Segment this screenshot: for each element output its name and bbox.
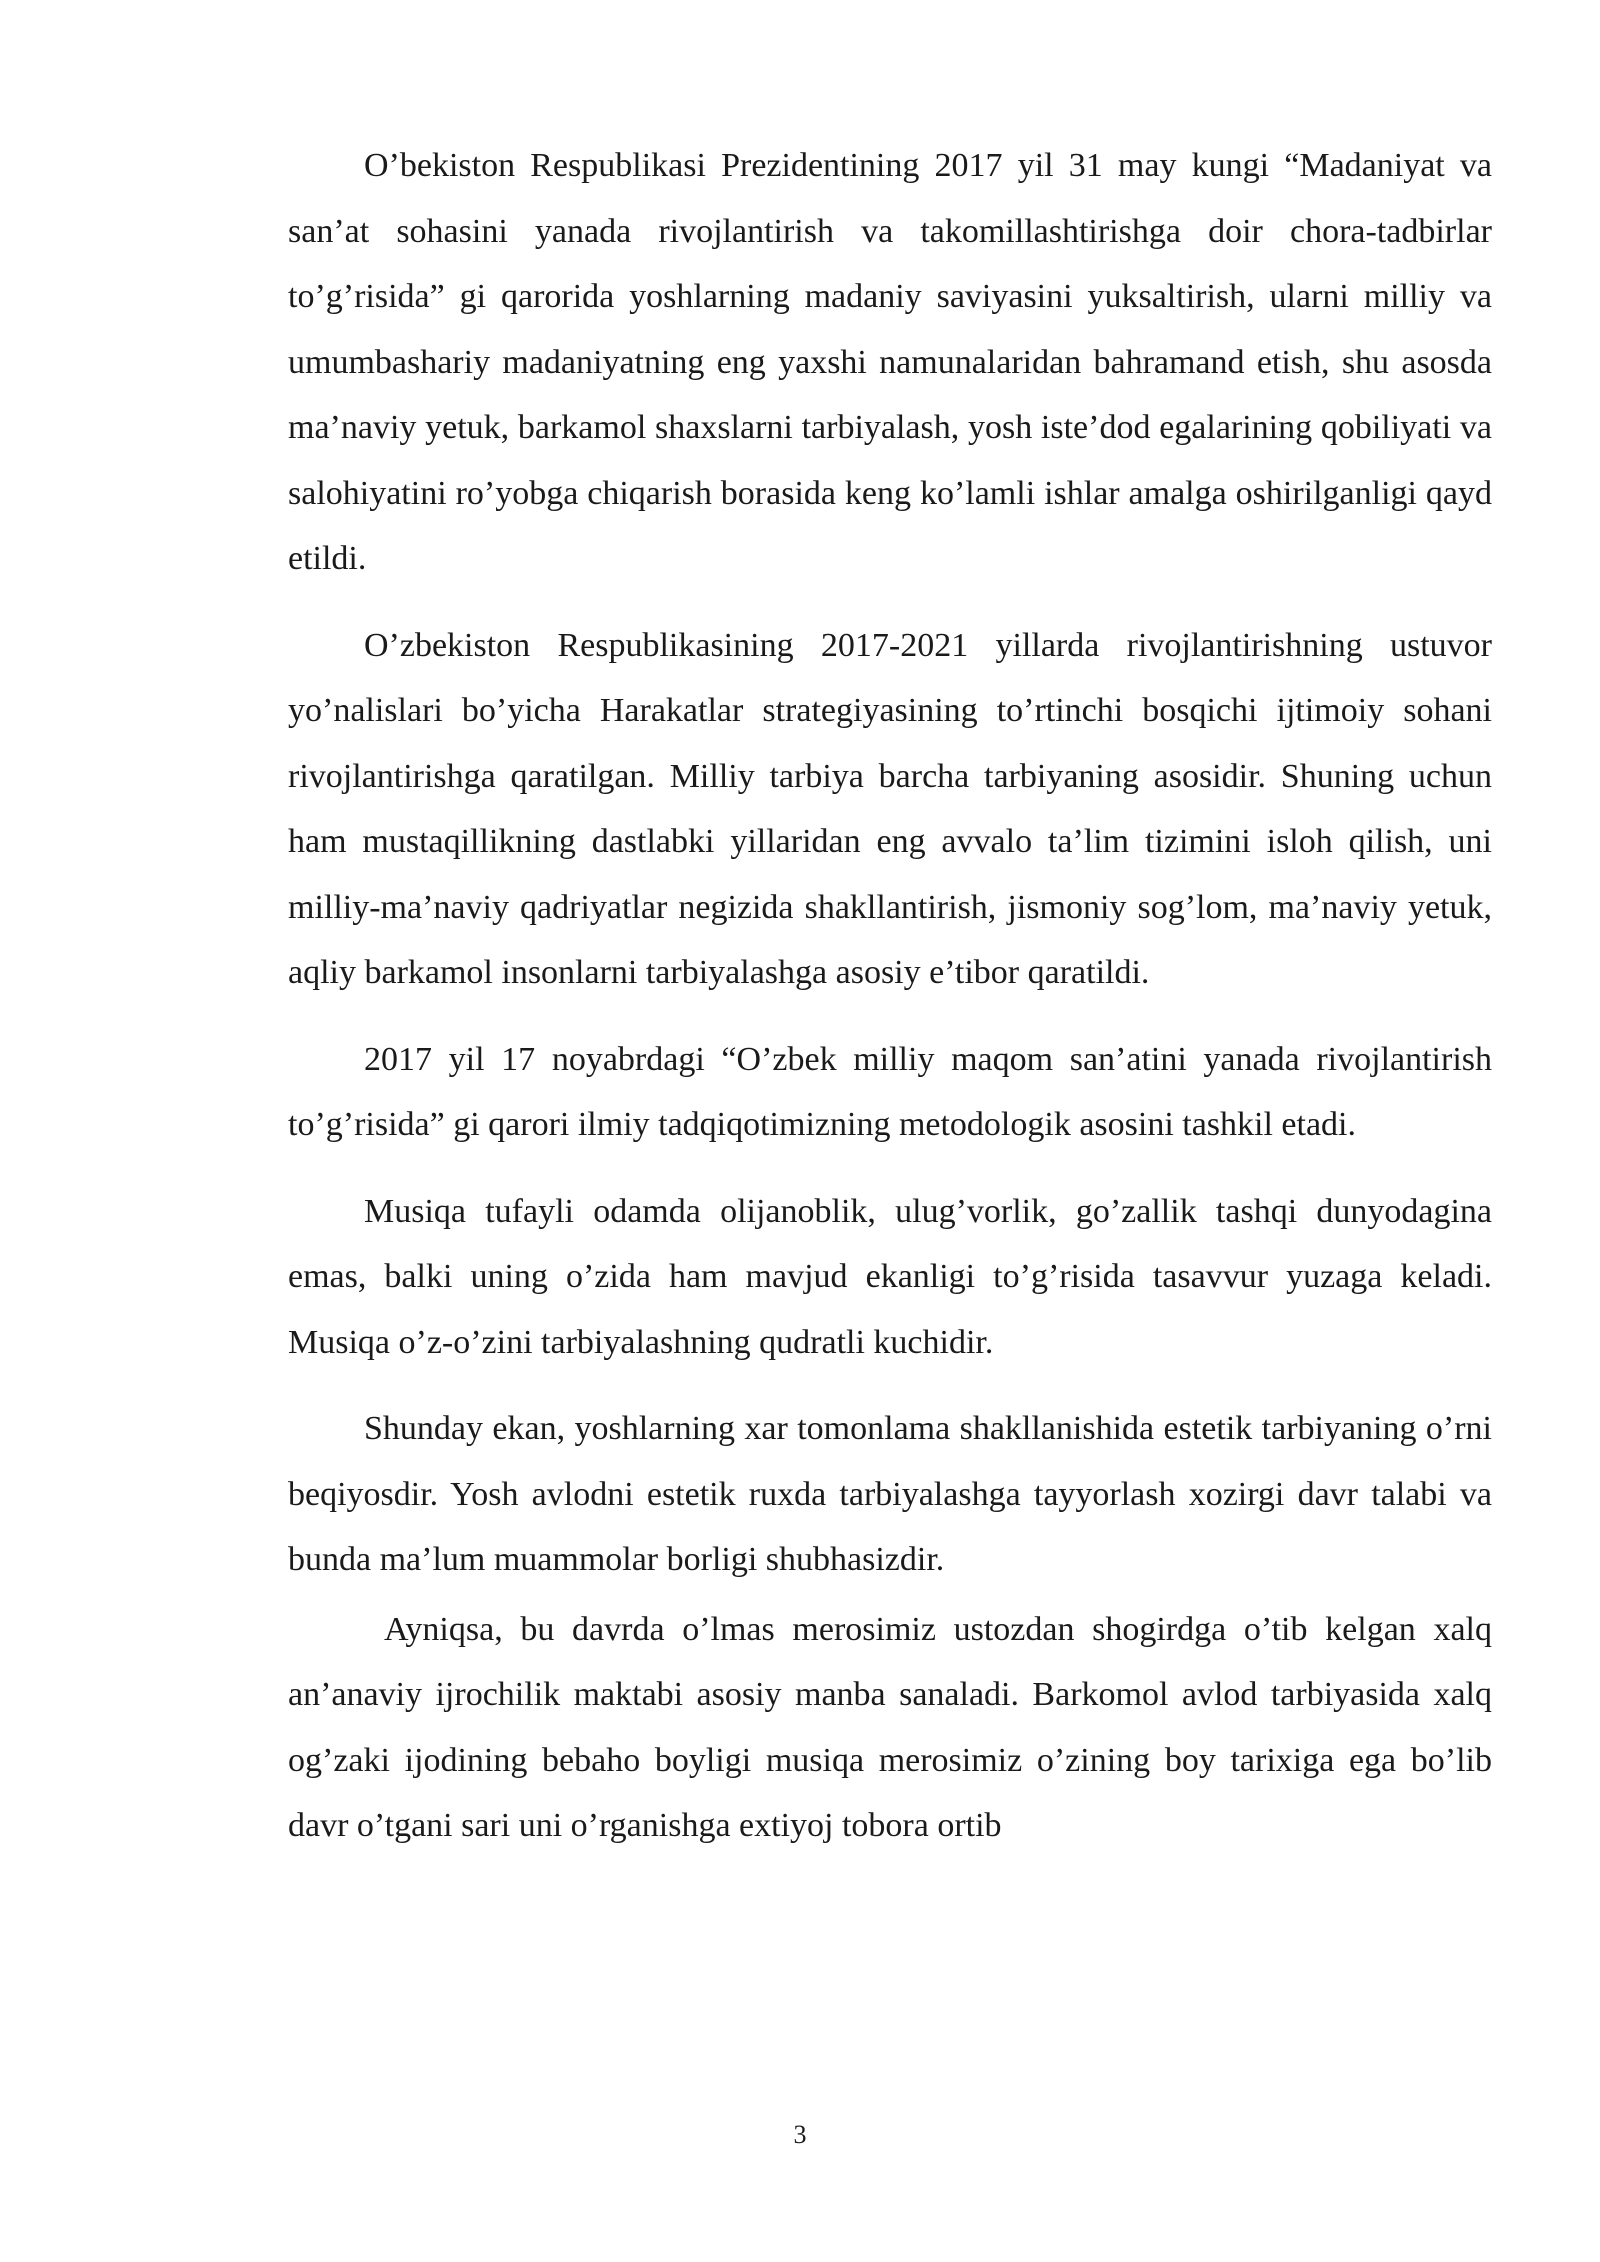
- document-body: [288, 133, 1492, 1859]
- paragraph-1: O’bekiston Respublikasi Prezidentining 2017 yil 31 may kungi “Madaniyat va san’at sohasini yanada rivojlantirish va takomillashtirishga doir chora-tadbirlar to’g’risida” gi qarorida yoshlarning madaniy saviyasini yuksaltirish, ularni milliy va umumbashariy madaniyatning eng yaxshi namunalaridan bahramand etish, shu asosda ma’naviy yetuk, barkamol shaxslarni tarbiyalash, yosh iste’dod egalarining qobiliyati va salohiyatini ro’yobga chiqarish borasida keng ko’lamli ishlar amalga oshirilganligi qayd etildi.: [288, 147, 1492, 577]
- page-number: 3: [793, 2120, 807, 2149]
- paragraph-2: O’zbekiston Respublikasining 2017-2021 yillarda rivojlantirishning ustuvor yo’nalislari bo’yicha Harakatlar strategiyasining to’rtinchi bosqichi ijtimoiy sohani rivojlantirishga qaratilgan. Milliy tarbiya barcha tarbiyaning asosidir. Shuning uchun ham mustaqillikning dastlabki yillaridan eng avvalo ta’lim tizimini isloh qilish, uni milliy-ma’naviy qadriyatlar negizida shakllantirish, jismoniy sog’lom, ma’naviy yetuk, aqliy barkamol insonlarni tarbiyalashga asosiy e’tibor qaratildi.: [288, 626, 1492, 991]
- paragraph-6: Ayniqsa, bu davrda o’lmas merosimiz ustozdan shogirdga o’tib kelgan xalq an’anaviy ijrochilik maktabi asosiy manba sanaladi. Barkomol avlod tarbiyasida xalq og’zaki ijodining bebaho boyligi musiqa merosimiz o’zining boy tarixiga ega bo’lib davr o’tgani sari uni o’rganishga extiyoj tobora ortib: [288, 1610, 1492, 1844]
- paragraph-5: Shunday ekan, yoshlarning xar tomonlama shakllanishida estetik tarbiyaning o’rni beqiyosdir. Yosh avlodni estetik ruxda tarbiyalashga tayyorlash xozirgi davr talabi va bunda ma’lum muammolar borligi shubhasizdir.: [288, 1410, 1492, 1578]
- paragraph-3: 2017 yil 17 noyabrdagi “O’zbek milliy maqom san’atini yanada rivojlantirish to’g’risida” gi qarori ilmiy tadqiqotimizning metodologik asosini tashkil etadi.: [288, 1040, 1492, 1143]
- paragraph-4: Musiqa tufayli odamda olijanoblik, ulug’vorlik, go’zallik tashqi dunyodagina emas, balki uning o’zida ham mavjud ekanligi to’g’risida tasavvur yuzaga keladi. Musiqa o’z-o’zini tarbiyalashning qudratli kuchidir.: [288, 1192, 1492, 1361]
